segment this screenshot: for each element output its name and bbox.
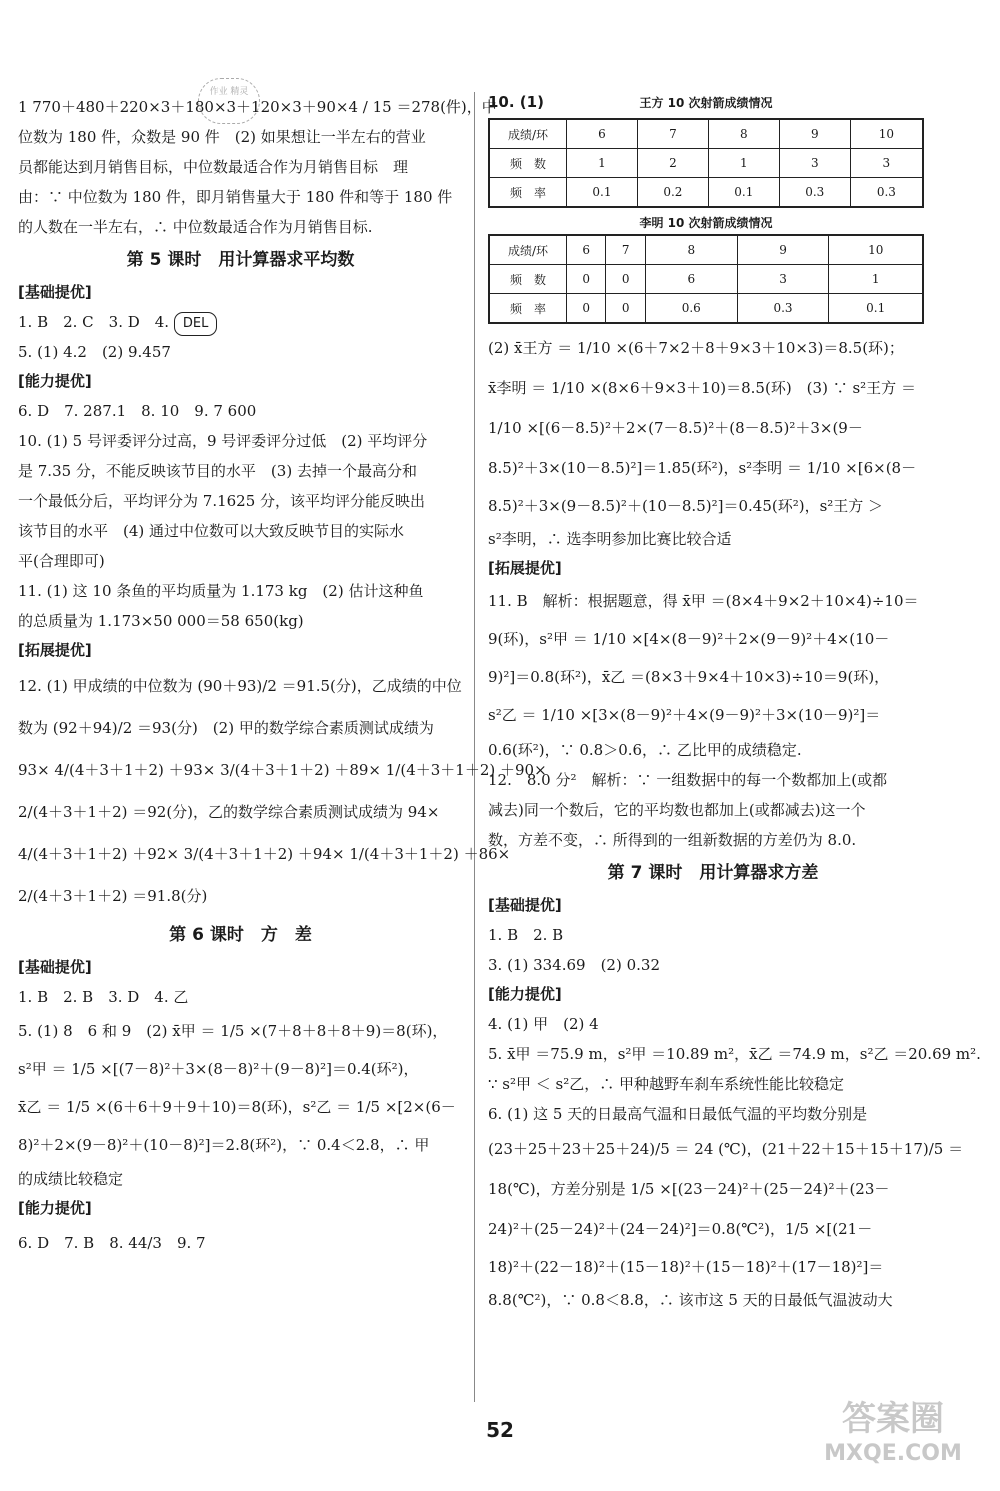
table-wang <box>488 118 924 208</box>
table-cell: 0 <box>606 294 645 324</box>
table-cell: 0 <box>567 294 606 324</box>
table-row <box>489 265 923 294</box>
answer-line: 是 7.35 分，不能反映该节目的水平 (3) 去掉一个最高分和 <box>18 462 417 480</box>
right-column <box>488 92 981 1315</box>
answer-line: 5. x̄甲 ＝75.9 m，s²甲 ＝10.89 m²，x̄乙 ＝74.9 m，s²乙 ＝20.69 m². <box>488 1045 981 1063</box>
answer-line: 6. D 7. 287.1 8. 10 9. 7 600 <box>18 402 257 420</box>
answer-line: s²乙 ＝ 1/10 ×[3×(8－9)²＋4×(9－9)²＋3×(10－9)²]＝ <box>488 706 881 724</box>
table-row <box>489 294 923 324</box>
answer-line: 5. (1) 8 6 和 9 (2) x̄甲 ＝ 1/5 ×(7＋8＋8＋8＋9)＝8(环)， <box>18 1022 448 1040</box>
table-cell: 9 <box>779 119 850 149</box>
homework-stamp: 作业 精灵 <box>198 78 260 124</box>
table-header-cell: 成绩/环 <box>489 235 567 265</box>
table-cell: 10 <box>829 235 923 265</box>
answer-line: 5. (1) 4.2 (2) 9.457 <box>18 343 171 361</box>
table-cell: 9 <box>737 235 829 265</box>
table-cell: 0 <box>606 265 645 294</box>
answer-line: 12. 8.0 分² 解析：∵ 一组数据中的每一个数都加上(或都 <box>488 771 888 789</box>
answer-line: 24)²＋(25－24)²＋(24－24)²]＝0.8(℃²)，1/5 ×[(21－ <box>488 1220 873 1238</box>
answer-line: 1. B 2. B 3. D 4. 乙 <box>18 988 189 1006</box>
table-cell: 1 <box>708 149 779 178</box>
text-line: 位数为 180 件，众数是 90 件 (2) 如果想让一半左右的营业 <box>18 128 426 146</box>
answer-line: 8.8(℃²)，∵ 0.8＜8.8，∴ 该市这 5 天的日最低气温波动大 <box>488 1291 893 1309</box>
section-tag-basic: [基础提优] <box>488 896 562 914</box>
lesson-5-title: 第 5 课时 用计算器求平均数 <box>126 250 355 270</box>
answer-text: 1. B 2. C 3. D 4. <box>18 313 170 331</box>
answer-line: x̄李明 ＝ 1/10 ×(8×6＋9×3＋10)＝8.5(环) (3) ∵ s²王方 ＝ <box>488 379 916 397</box>
table-cell: 6 <box>645 265 737 294</box>
table-cell: 1 <box>567 149 638 178</box>
table-header-cell: 频 率 <box>489 294 567 324</box>
answer-line: x̄乙 ＝ 1/5 ×(6＋6＋9＋9＋10)＝8(环)，s²乙 ＝ 1/5 ×[2×(6－ <box>18 1098 456 1116</box>
lesson-6-title: 第 6 课时 方 差 <box>169 925 312 945</box>
table-cell: 0.3 <box>737 294 829 324</box>
table-header-cell: 成绩/环 <box>489 119 567 149</box>
intro-answer <box>18 92 497 242</box>
answer-line: 数为 (92＋94)/2 ＝93(分) (2) 甲的数学综合素质测试成绩为 <box>18 719 434 737</box>
table-row <box>489 235 923 265</box>
section-tag-ability: [能力提优] <box>488 985 562 1003</box>
answer-line: s²李明，∴ 选李明参加比赛比较合适 <box>488 530 732 548</box>
answer-line: 的总质量为 1.173×50 000＝58 650(kg) <box>18 612 304 630</box>
text-line: 的人数在一半左右，∴ 中位数最适合作为月销售目标. <box>18 218 373 236</box>
table-row <box>489 178 923 208</box>
answer-line: 减去)同一个数后，它的平均数也都加上(或都减去)这一个 <box>488 801 866 819</box>
table-cell: 0.3 <box>850 178 923 208</box>
column-divider <box>474 92 475 1402</box>
question-10-label: 10. (1) <box>488 93 544 111</box>
answer-line: 4/(4＋3＋1＋2) ＋92× 3/(4＋3＋1＋2) ＋94× 1/(4＋3＋1＋2) ＋86× <box>18 845 511 863</box>
answer-line: 2/(4＋3＋1＋2) ＝92(分)，乙的数学综合素质测试成绩为 94× <box>18 803 440 821</box>
answer-line: 93× 4/(4＋3＋1＋2) ＋93× 3/(4＋3＋1＋2) ＋89× 1/(4＋3＋1＋2) ＋90× <box>18 761 547 779</box>
answer-line: 11. (1) 这 10 条鱼的平均质量为 1.173 kg (2) 估计这种鱼 <box>18 582 424 600</box>
table-header-cell: 频 数 <box>489 265 567 294</box>
answer-line: 2/(4＋3＋1＋2) ＝91.8(分) <box>18 887 208 905</box>
table-cell: 7 <box>606 235 645 265</box>
answer-line: 6. D 7. B 8. 44/3 9. 7 <box>18 1234 206 1252</box>
answer-line: (23＋25＋23＋25＋24)/5 ＝ 24 (℃)，(21＋22＋15＋15＋17)/5 ＝ <box>488 1140 964 1158</box>
table-header-cell: 频 数 <box>489 149 567 178</box>
answer-line: 的成绩比较稳定 <box>18 1170 124 1188</box>
table-cell: 0.1 <box>567 178 638 208</box>
answer-line: 3. (1) 334.69 (2) 0.32 <box>488 956 660 974</box>
answer-line: (2) x̄王方 ＝ 1/10 ×(6＋7×2＋8＋9×3＋10×3)＝8.5(环)； <box>488 339 904 357</box>
answer-line: 数，方差不变，∴ 所得到的一组新数据的方差仍为 8.0. <box>488 831 857 849</box>
answer-line: 11. B 解析：根据题意，得 x̄甲 ＝(8×4＋9×2＋10×4)÷10＝ <box>488 592 919 610</box>
watermark-logo <box>808 1398 978 1468</box>
answer-line: 18)²＋(22－18)²＋(15－18)²＋(15－18)²＋(17－18)²]＝ <box>488 1258 884 1276</box>
table-cell: 6 <box>567 119 638 149</box>
table-cell: 3 <box>737 265 829 294</box>
watermark-main: 答案圈 <box>842 1399 944 1439</box>
section-tag-basic: [基础提优] <box>18 283 92 301</box>
section-tag-ability: [能力提优] <box>18 1199 92 1217</box>
section-tag-ability: [能力提优] <box>18 372 92 390</box>
section-tag-expand: [拓展提优] <box>488 559 562 577</box>
del-key-icon: DEL <box>174 312 217 336</box>
table-li <box>488 234 924 324</box>
answer-line: 10. (1) 5 号评委评分过高，9 号评委评分过低 (2) 平均评分 <box>18 432 428 450</box>
table-li-title: 李明 10 次射箭成绩情况 <box>639 216 773 230</box>
answer-line: 8)²＋2×(9－8)²＋(10－8)²]＝2.8(环²)，∵ 0.4＜2.8，∴ 甲 <box>18 1136 430 1154</box>
table-cell: 0.6 <box>645 294 737 324</box>
table-cell: 0.1 <box>829 294 923 324</box>
watermark-url: MXQE.COM <box>824 1441 962 1466</box>
table-cell: 10 <box>850 119 923 149</box>
table-cell: 0.3 <box>779 178 850 208</box>
answer-line: 8.5)²＋3×(9－8.5)²＋(10－8.5)²]＝0.45(环²)，s²王方 ＞ <box>488 497 884 515</box>
page-number: 52 <box>486 1418 514 1442</box>
answer-line: 1. B 2. B <box>488 926 564 944</box>
answer-line: 一个最低分后，平均评分为 7.1625 分，该平均评分能反映出 <box>18 492 426 510</box>
answer-line: 6. (1) 这 5 天的日最高气温和日最低气温的平均数分别是 <box>488 1105 868 1123</box>
answer-line: s²甲 ＝ 1/5 ×[(7－8)²＋3×(8－8)²＋(9－8)²]＝0.4(环²)， <box>18 1060 419 1078</box>
table-row <box>489 149 923 178</box>
answer-line: 12. (1) 甲成绩的中位数为 (90＋93)/2 ＝91.5(分)，乙成绩的中位 <box>18 677 462 695</box>
table-cell: 3 <box>779 149 850 178</box>
table-cell: 8 <box>645 235 737 265</box>
answer-line: 4. (1) 甲 (2) 4 <box>488 1015 599 1033</box>
table-cell: 7 <box>637 119 708 149</box>
answer-line: 9(环)，s²甲 ＝ 1/10 ×[4×(8－9)²＋2×(9－9)²＋4×(10－ <box>488 630 890 648</box>
text-line: 1 770＋480＋220×3＋180×3＋120×3＋90×4 / 15 ＝278(件)，中 <box>18 98 497 116</box>
section-tag-basic: [基础提优] <box>18 958 92 976</box>
table-cell: 0.2 <box>637 178 708 208</box>
lesson-7-title: 第 7 课时 用计算器求方差 <box>607 863 819 883</box>
answer-line: 8.5)²＋3×(10－8.5)²]＝1.85(环²)，s²李明 ＝ 1/10 ×[6×(8－ <box>488 459 917 477</box>
text-line: 由：∵ 中位数为 180 件，即月销售量大于 180 件和等于 180 件 <box>18 188 453 206</box>
answer-line: ∵ s²甲 ＜ s²乙，∴ 甲种越野车刹车系统性能比较稳定 <box>488 1075 845 1093</box>
table-wang-title: 王方 10 次射箭成绩情况 <box>639 96 773 110</box>
table-cell: 0.1 <box>708 178 779 208</box>
table-cell: 3 <box>850 149 923 178</box>
table-cell: 6 <box>567 235 606 265</box>
table-header-cell: 频 率 <box>489 178 567 208</box>
table-row <box>489 119 923 149</box>
answer-line: 18(℃)，方差分别是 1/5 ×[(23－24)²＋(25－24)²＋(23－ <box>488 1180 890 1198</box>
answer-line: 平(合理即可) <box>18 552 105 570</box>
answer-line: 9)²]＝0.8(环²)，x̄乙 ＝(8×3＋9×4＋10×3)÷10＝9(环)， <box>488 668 890 686</box>
table-cell: 0 <box>567 265 606 294</box>
answer-line: 该节目的水平 (4) 通过中位数可以大致反映节目的实际水 <box>18 522 405 540</box>
answer-line: 1/10 ×[(6－8.5)²＋2×(7－8.5)²＋(8－8.5)²＋3×(9－ <box>488 419 863 437</box>
answer-line: 0.6(环²)，∵ 0.8＞0.6，∴ 乙比甲的成绩稳定. <box>488 741 802 759</box>
section-tag-expand: [拓展提优] <box>18 641 92 659</box>
answer-line <box>18 307 463 337</box>
text-line: 员都能达到月销售目标，中位数最适合作为月销售目标 理 <box>18 158 409 176</box>
table-cell: 1 <box>829 265 923 294</box>
table-cell: 8 <box>708 119 779 149</box>
table-cell: 2 <box>637 149 708 178</box>
